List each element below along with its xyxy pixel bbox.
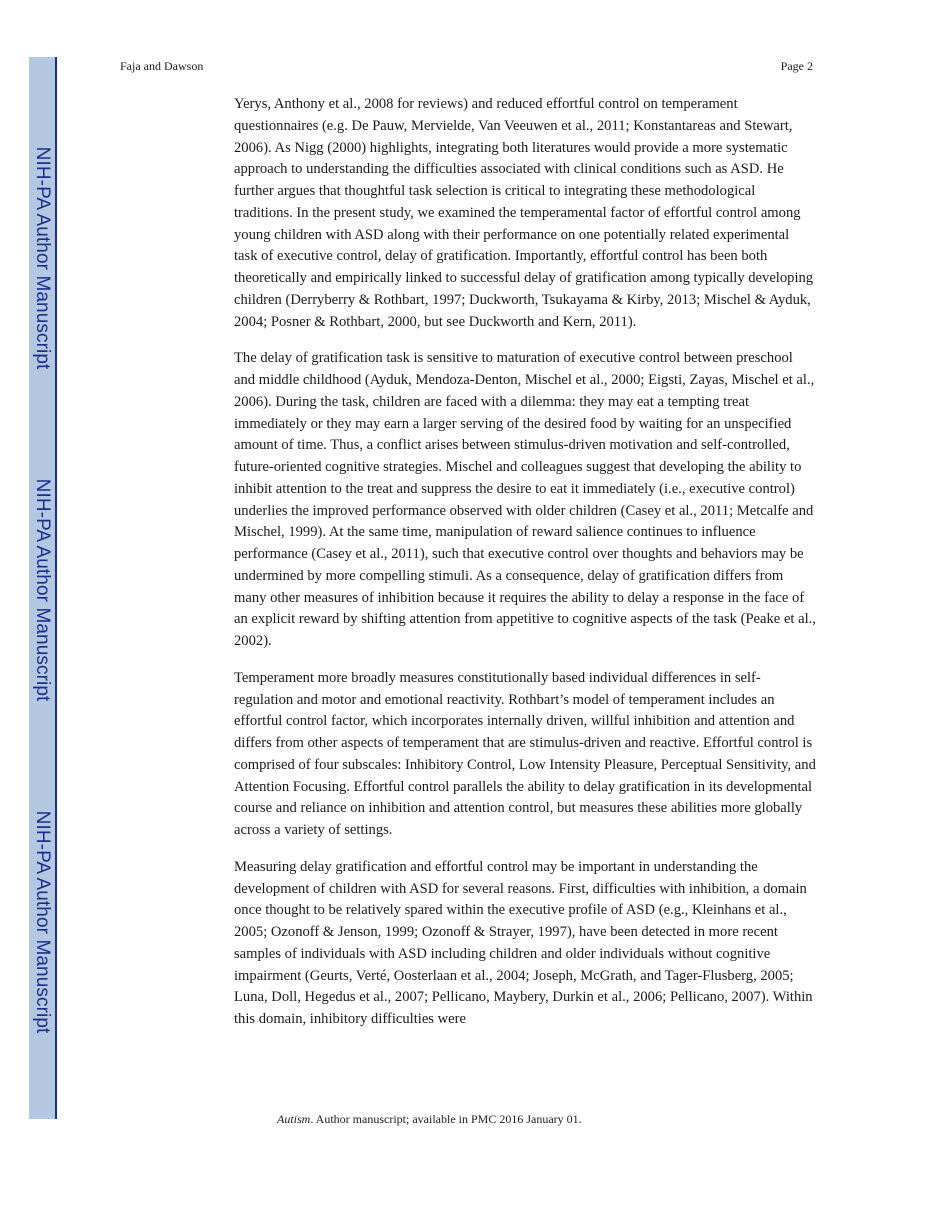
paragraph: Measuring delay gratification and effortful control may be important in understanding the development of children with ASD for several reasons. First, difficulties with inhibition, a domain once thought to be relatively spared within the executive profile of ASD (e.g., Kleinhans et al., 2005; Ozonoff & Jenson, 1999; Ozonoff & Strayer, 1997), have been detected in more recent samples of individuals with ASD including children and older individuals without cognitive impairment (Geurts, Verté, Oosterlaan et al., 2004; Joseph, McGrath, and Tager-Flusberg, 2005; Luna, Doll, Hegedus et al., 2007; Pellicano, Maybery, Durkin et al., 2006; Pellicano, 2007). Within this domain, inhibitory difficulties were <box>234 858 813 1027</box>
page-footer <box>277 1112 582 1127</box>
running-header-authors: Faja and Dawson <box>120 59 204 73</box>
paragraph: Yerys, Anthony et al., 2008 for reviews) and reduced effortful control on temperament questionnaires (e.g. De Pauw, Mervielde, Van Veeuwen et al., 2011; Konstantareas and Stewart, 2006). As Nigg (2000) highlights, integrating both literatures would provide a more systematic approach to understanding the difficulties associated with clinical conditions such as ASD. He further argues that thoughtful task selection is critical to integrating these methodological traditions. In the present study, we examined the temperamental factor of effortful control among young children with ASD along with their performance on one potentially related experimental task of executive control, delay of gratification. Importantly, effortful control has been both theoretically and empirically linked to successful delay of gratification among typically developing children (Derryberry & Rothbart, 1997; Duckworth, Tsukayama & Kirby, 2013; Mischel & Ayduk, 2004; Posner & Rothbart, 2000, but see Duckworth and Kern, 2011). <box>234 96 814 330</box>
paragraph: The delay of gratification task is sensitive to maturation of executive control between preschool and middle childhood (Ayduk, Mendoza-Denton, Mischel et al., 2000; Eigsti, Zayas, Mischel et al., 2006). During the task, children are faced with a dilemma: they may eat a tempting treat immediately or they may earn a larger serving of the desired food by waiting for an unspecified amount of time. Thus, a conflict arises between stimulus-driven motivation and self-controlled, future-oriented cognitive strategies. Mischel and colleagues suggest that developing the ability to inhibit attention to the treat and suppress the desire to eat it immediately (i.e., executive control) underlies the improved performance observed with older children (Casey et al., 2011; Metcalfe and Mischel, 1999). At the same time, manipulation of reward salience continues to influence performance (Casey et al., 2011), such that executive control over thoughts and behaviors may be undermined by more compelling stimuli. As a consequence, delay of gratification differs from many other measures of inhibition because it requires the ability to delay a response in the face of an explicit reward by shifting attention from appetitive to cognitive aspects of the task (Peake et al., 2002). <box>234 350 816 649</box>
footer-note: . Author manuscript; available in PMC 2016 January 01. <box>310 1112 582 1126</box>
article-body <box>234 94 816 1046</box>
paragraph: Temperament more broadly measures constitutionally based individual differences in self-regulation and motor and emotional reactivity. Rothbart’s model of temperament includes an effortful control factor, which incorporates internally driven, willful inhibition and attention and differs from other aspects of temperament that are stimulus-driven and reactive. Effortful control is comprised of four subscales: Inhibitory Control, Low Intensity Pleasure, Perceptual Sensitivity, and Attention Focusing. Effortful control parallels the ability to delay gratification in its developmental course and reliance on inhibition and attention control, but measures these abilities more globally across a variety of settings. <box>234 669 816 838</box>
running-header-page: Page 2 <box>780 59 813 73</box>
footer-journal: Autism <box>277 1112 311 1126</box>
